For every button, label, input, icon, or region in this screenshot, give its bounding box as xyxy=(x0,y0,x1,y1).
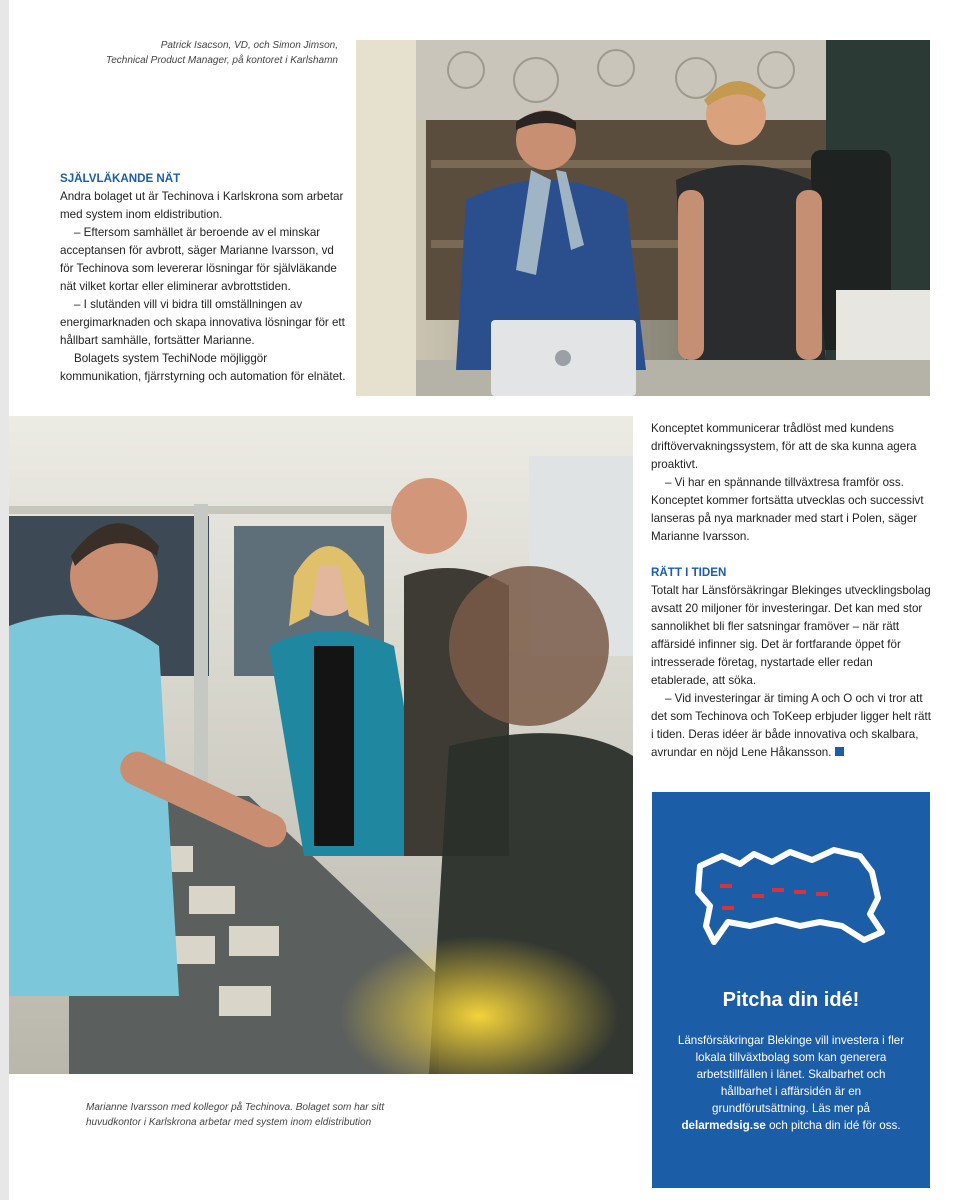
paragraph xyxy=(651,690,931,762)
pitch-idea-text: Länsförsäkringar Blekinge vill investera i fler lokala tillväxtbolag som kan generera arbetstillfällen i länet. Skalbarhet och hållbarhet i affärsidén är en grundförutsättning. Läs mer på xyxy=(677,1034,905,1115)
pitch-idea-text-end: och pitcha din idé för oss. xyxy=(765,1119,901,1132)
section-heading-right-time: RÄTT I TIDEN xyxy=(651,566,727,579)
paragraph: Bolagets system TechiNode möjliggör kommunikation, fjärrstyrning och automation för elnätet. xyxy=(60,352,346,383)
end-of-article-square-icon xyxy=(835,747,844,756)
paragraph: – Eftersom samhället är beroende av el minskar acceptansen för avbrott, säger Marianne Ivarsson, vd för Techinova som levererar lösningar för självläkande nät vilket kortar eller eliminerar avbrottstiden. xyxy=(60,226,337,293)
pitch-idea-title: Pitcha din idé! xyxy=(722,989,860,1011)
caption-top-line-2: Technical Product Manager, på kontoret i Karlshamn xyxy=(106,55,338,66)
paragraph: Andra bolaget ut är Techinova i Karlskrona som arbetar med system inom eldistribution. xyxy=(60,190,344,221)
article-left-column xyxy=(60,170,346,386)
pitch-idea-box xyxy=(652,792,930,1188)
paragraph: – Vi har en spännande tillväxtresa framför oss. Konceptet kommer fortsätta utvecklas och successivt lanseras på nya marknader med start i Polen, säger Marianne Ivarsson. xyxy=(651,476,924,543)
pitch-idea-body xyxy=(674,1032,908,1134)
paragraph: Totalt har Länsförsäkringar Blekinges utvecklingsbolag avsatt 20 miljoner för investeringar. Det kan med stor sannolikhet bli fler satsningar framöver – när rätt affärsidé infinner sig. Det är fortfarande öppet för intresserade företag, nystartade eller redan etablerade, att söka. xyxy=(651,584,931,687)
office-photo-illustration xyxy=(356,40,930,396)
blekinge-map-icon xyxy=(692,844,892,964)
caption-bottom-line-2: huvudkontor i Karlskrona arbetar med system inom eldistribution xyxy=(86,1117,372,1128)
lab-photo xyxy=(9,416,633,1074)
paragraph-text: – Vid investeringar är timing A och O och vi tror att det som Techinova och ToKeep erbjuder ligger helt rätt i tiden. Deras idéer är både innovativa och skalbara, avrundar en nöjd Lene Håkansson. xyxy=(651,692,931,759)
website-link[interactable]: delarmedsig.se xyxy=(681,1119,766,1132)
section-heading-self-healing: SJÄLVLÄKANDE NÄT xyxy=(60,172,181,185)
map-markers xyxy=(720,884,828,910)
photo-caption-top xyxy=(70,38,338,68)
article-right-column xyxy=(651,420,931,762)
paragraph: – I slutänden vill vi bidra till omställningen av energimarknaden och skapa innovativa lösningar för ett hållbart samhälle, fortsätter Marianne. xyxy=(60,298,345,347)
caption-top-line-1: Patrick Isacson, VD, och Simon Jimson, xyxy=(160,40,338,51)
office-photo xyxy=(356,40,930,396)
photo-caption-bottom xyxy=(86,1100,416,1130)
paragraph: Konceptet kommunicerar trådlöst med kundens driftövervakningssystem, för att de ska kunna agera proaktivt. xyxy=(651,422,917,471)
page-edge xyxy=(0,0,9,1200)
caption-bottom-line-1: Marianne Ivarsson med kollegor på Techinova. Bolaget som har sitt xyxy=(86,1102,385,1113)
lab-photo-illustration xyxy=(9,416,633,1074)
